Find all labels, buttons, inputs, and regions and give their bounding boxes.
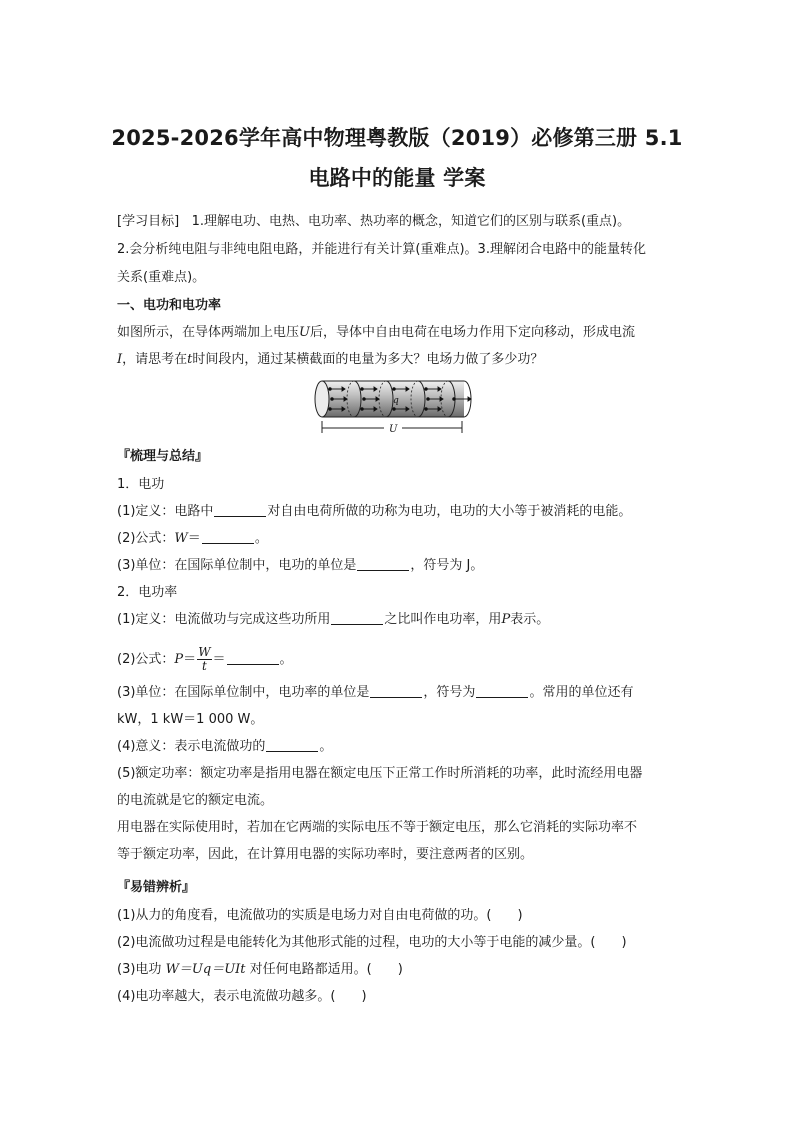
- fraction-denominator: t: [201, 659, 207, 673]
- item2-unit-text-a: (3)单位：在国际单位制中，电功率的单位是: [117, 685, 370, 700]
- item2-def-text-a: (1)定义：电流做功与完成这些功所用: [117, 612, 331, 627]
- item2-def-text-b: 之比叫作电功率，用: [384, 612, 502, 627]
- item1-def-text-a: (1)定义：电路中: [117, 504, 214, 519]
- answer-blank[interactable]: [214, 503, 266, 517]
- objectives-line3: 关系(重难点)。: [117, 270, 206, 285]
- intro2-text-a: ，请思考在: [122, 352, 188, 367]
- intro2-var-i: I: [117, 352, 123, 367]
- item2-unit-text-b: ，符号为: [423, 685, 476, 700]
- item2-def-var: P: [501, 612, 511, 627]
- objectives-line1: [117, 212, 630, 232]
- item2-meaning-text-a: (4)意义：表示电流做功的: [117, 739, 266, 754]
- intro2-text-b: 时间段内，通过某横截面的电量为多大？电场力做了多少功？: [192, 352, 544, 367]
- section1-intro-line1: [117, 323, 635, 343]
- q1-close: ): [517, 908, 523, 923]
- objectives-line2: 2.会分析纯电阻与非纯电阻电路，并能进行有关计算(重难点)。3.理解闭合电路中的能量转化: [117, 242, 646, 257]
- item2-rated-line2: 的电流就是它的额定电流。: [117, 793, 274, 808]
- intro1-text-b: 后，导体中自由电荷在电场力作用下定向移动，形成电流: [309, 325, 635, 340]
- q3-text-a: (3)电功: [117, 962, 166, 977]
- item2-unit: [117, 683, 633, 703]
- error-question-1: [117, 906, 523, 926]
- item2-unit-line2: kW，1 kW＝1 000 W。: [117, 712, 264, 727]
- note-line2: 等于额定功率，因此，在计算用电器的实际功率时，要注意两者的区别。: [117, 847, 534, 862]
- item2-def-text-c: 表示。: [510, 612, 550, 627]
- section1-intro-line2: [117, 350, 543, 370]
- q4-text: (4)电功率越大，表示电流做功越多。(: [117, 989, 336, 1004]
- item2-formula-end: 。: [279, 652, 293, 667]
- error-question-2: [117, 933, 627, 953]
- page-title-line1: 2025-2026学年高中物理粤教版（2019）必修第三册 5.1: [111, 126, 683, 150]
- q2-close: ): [621, 935, 627, 950]
- item1-formula-label: (2)公式：: [117, 531, 175, 546]
- item2-meaning: [117, 737, 332, 757]
- item2-formula-eq1: ＝: [183, 652, 197, 667]
- answer-blank[interactable]: [266, 738, 318, 752]
- conductor-left-end: [315, 381, 329, 417]
- objectives-text1: 1.理解电功、电热、电功率、热功率的概念，知道它们的区别与联系(重点)。: [191, 214, 631, 229]
- answer-blank[interactable]: [357, 557, 409, 571]
- item2-formula-label: (2)公式：: [117, 652, 175, 667]
- error-question-4: [117, 987, 367, 1007]
- power-fraction: [197, 646, 211, 673]
- note-line1: 用电器在实际使用时，若加在它两端的实际电压不等于额定电压，那么它消耗的实际功率不: [117, 820, 638, 835]
- item2-title: 2．电功率: [117, 585, 178, 600]
- item1-unit-text-a: (3)单位：在国际单位制中，电功的单位是: [117, 558, 357, 573]
- item1-formula: [117, 529, 268, 549]
- intro1-var-u: U: [299, 325, 310, 340]
- intro2-var-t: t: [187, 352, 193, 367]
- objectives-tag: [学习目标]: [117, 214, 180, 229]
- summary-heading: 『梳理与总结』: [117, 449, 209, 464]
- item1-definition: [117, 502, 631, 522]
- item1-formula-end: 。: [254, 531, 268, 546]
- section1-heading: 一、电功和电功率: [117, 298, 222, 313]
- item2-rated-line1: (5)额定功率：额定功率是指用电器在额定电压下正常工作时所消耗的功率，此时流经用电器: [117, 766, 643, 781]
- errors-heading: 『易错辨析』: [117, 880, 196, 895]
- item2-meaning-text-b: 。: [319, 739, 333, 754]
- q3-formula: W＝Uq＝UIt: [165, 962, 246, 977]
- error-question-3: [117, 960, 403, 980]
- q3-text-b: 对任何电路都适用。(: [245, 962, 372, 977]
- item1-title: 1．电功: [117, 477, 165, 492]
- item1-unit: [117, 556, 483, 576]
- q1-text: (1)从力的角度看，电流做功的实质是电场力对自由电荷做的功。(: [117, 908, 492, 923]
- item2-formula-var: P: [174, 652, 184, 667]
- charge-label: q: [393, 396, 399, 406]
- item2-definition: [117, 610, 549, 630]
- conductor-figure: [310, 377, 480, 435]
- voltage-label: U: [389, 424, 398, 435]
- answer-blank[interactable]: [331, 611, 383, 625]
- item1-formula-eq: ＝: [187, 531, 201, 546]
- item2-formula: [117, 646, 293, 673]
- q4-close: ): [361, 989, 367, 1004]
- answer-blank[interactable]: [476, 684, 528, 698]
- item1-def-text-b: 对自由电荷所做的功称为电功，电功的大小等于被消耗的电能。: [267, 504, 632, 519]
- answer-blank[interactable]: [370, 684, 422, 698]
- q2-text: (2)电流做功过程是电能转化为其他形式能的过程，电功的大小等于电能的减少量。(: [117, 935, 596, 950]
- item2-formula-eq2: ＝: [212, 652, 226, 667]
- page-title-line2: 电路中的能量 学案: [308, 166, 486, 190]
- item2-unit-text-c: 。常用的单位还有: [529, 685, 634, 700]
- item1-unit-text-b: ，符号为 J。: [410, 558, 484, 573]
- answer-blank[interactable]: [227, 651, 279, 665]
- intro1-text-a: 如图所示，在导体两端加上电压: [117, 325, 300, 340]
- q3-close: ): [397, 962, 403, 977]
- item1-formula-var: W: [174, 531, 188, 546]
- answer-blank[interactable]: [202, 530, 254, 544]
- fraction-numerator: W: [198, 645, 211, 659]
